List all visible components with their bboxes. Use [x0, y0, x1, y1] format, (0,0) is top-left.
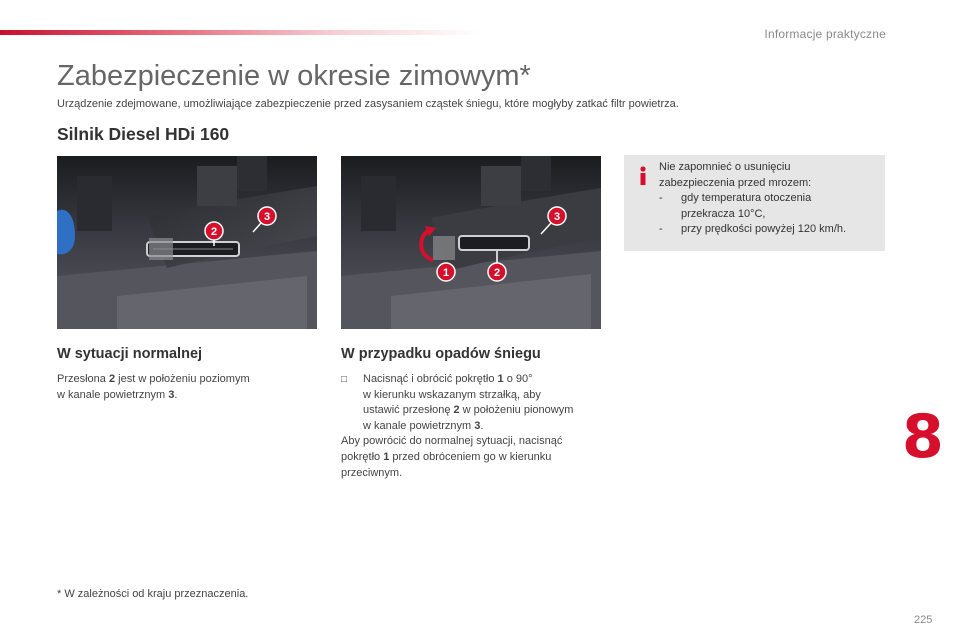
- list-dash: -: [659, 223, 663, 235]
- info-box: [624, 155, 885, 251]
- engine-photo-normal: [57, 156, 317, 329]
- footnote: * W zależności od kraju przeznaczenia.: [57, 588, 249, 600]
- normal-heading: W sytuacji normalnej: [57, 346, 203, 362]
- callout-3: 3: [263, 211, 271, 223]
- callout-2: 2: [493, 267, 501, 279]
- info-line: zabezpieczenia przed mrozem:: [659, 176, 812, 189]
- info-item-text: gdy temperatura otoczenia: [681, 192, 812, 204]
- page-number: 225: [914, 614, 933, 626]
- checkbox-bullet-icon: □: [341, 374, 348, 385]
- snow-heading: W przypadku opadów śniegu: [341, 346, 541, 362]
- intro-text: Urządzenie zdejmowane, umożliwiające zabezpieczenie przed zasysaniem cząstek śniegu, które mogłyby zatkać filtr powietrza.: [57, 98, 679, 110]
- info-list-item: [659, 222, 879, 238]
- callout-1: 1: [442, 267, 450, 279]
- info-item-text: przekracza 10°C,: [681, 207, 766, 220]
- callout-2: 2: [210, 226, 218, 238]
- normal-text: Przesłona 2 jest w położeniu poziomym w kanale powietrznym 3.: [57, 373, 250, 401]
- callout-3: 3: [553, 211, 561, 223]
- chapter-number: 8: [902, 402, 944, 472]
- page-title: Zabezpieczenie w okresie zimowym*: [57, 60, 531, 92]
- info-icon: [636, 166, 650, 186]
- header-accent-bar: [0, 30, 480, 35]
- section-title: Informacje praktyczne: [764, 27, 886, 41]
- info-list-item: [659, 191, 879, 222]
- info-item-text: przy prędkości powyżej 120 km/h.: [681, 223, 847, 235]
- snow-text: □ Nacisnąć i obrócić pokrętło 1 o 90° w kierunku wskazanym strzałką, aby ustawić przesłonę 2 w położeniu pionowym w kanale powietrznym 3. Aby powrócić do normalnej sytuacji, nacisnąć pokrętło 1 przed obróceniem go w kierunku przeciwnym.: [341, 373, 574, 479]
- list-dash: -: [659, 192, 663, 204]
- info-line: Nie zapomnieć o usunięciu: [659, 161, 791, 173]
- engine-photo-snow: [341, 156, 601, 329]
- engine-subtitle: Silnik Diesel HDi 160: [57, 124, 230, 144]
